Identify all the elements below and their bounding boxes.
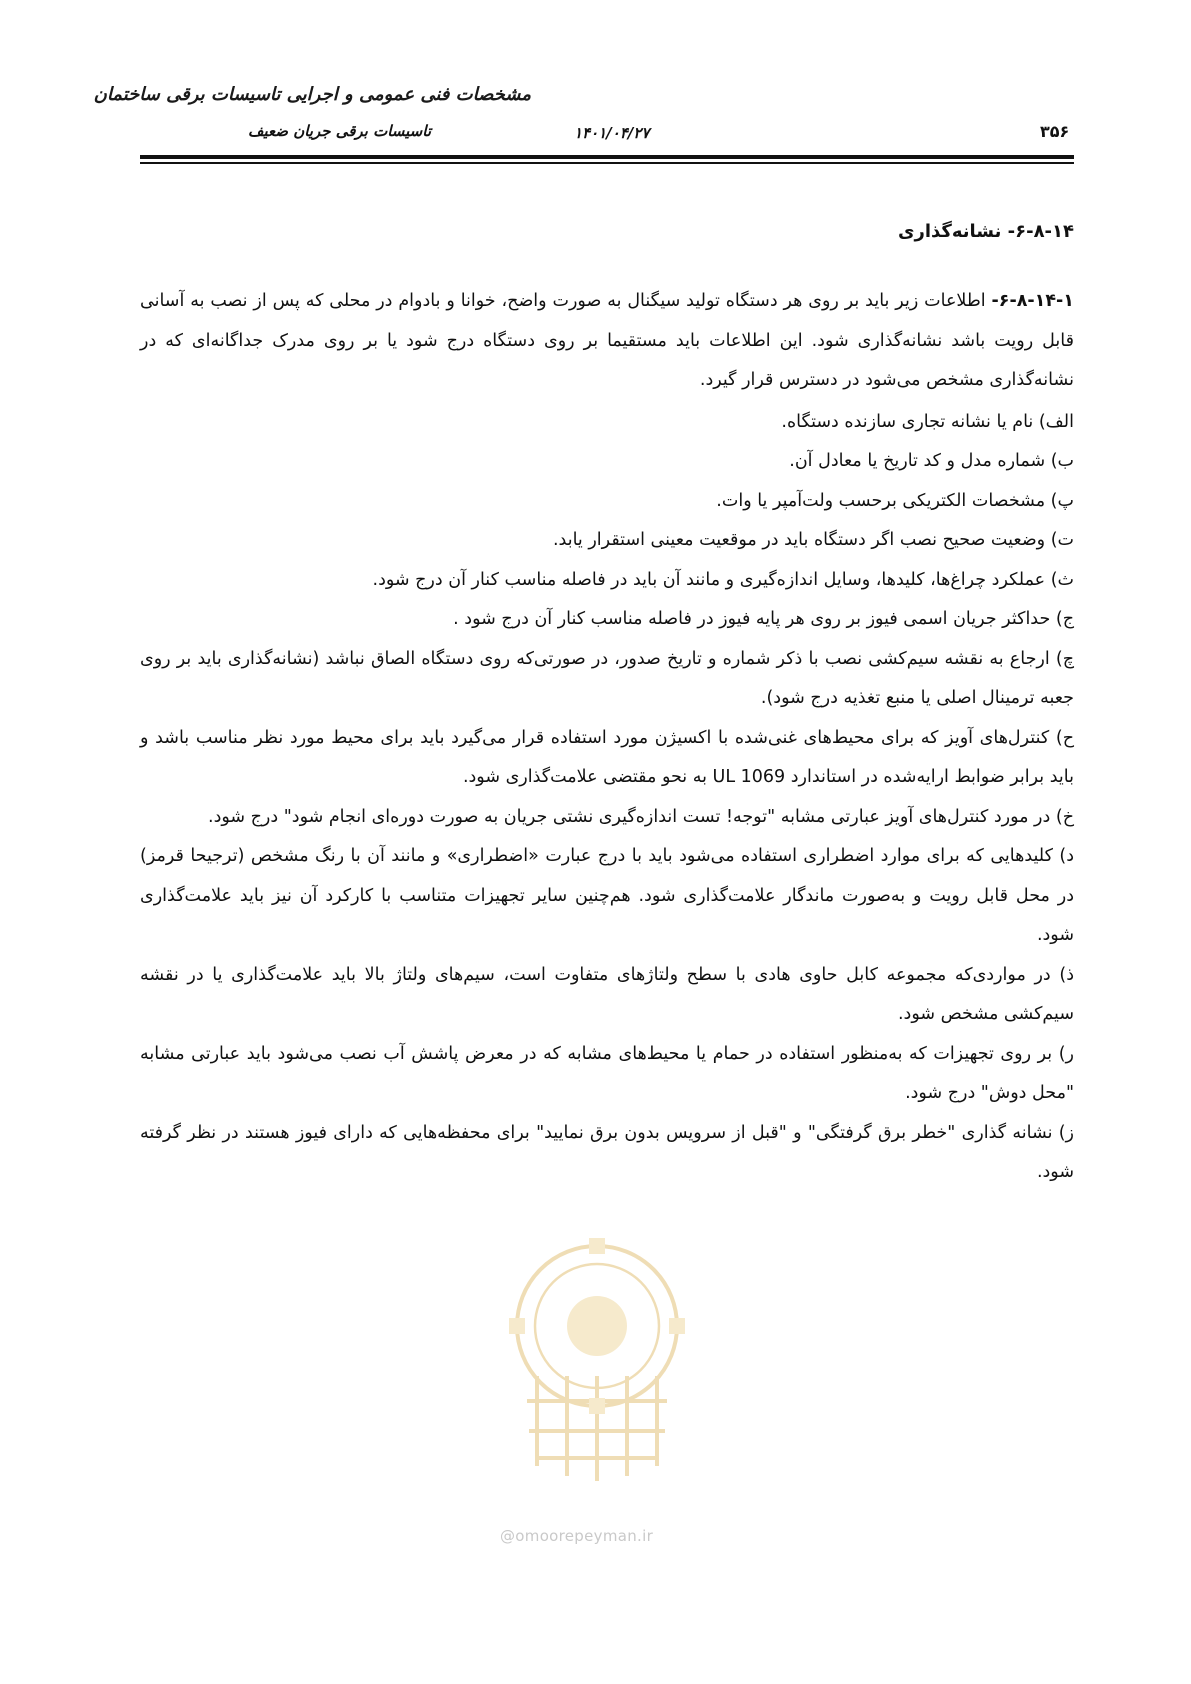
list-item: ح) کنترل‌های آویز که برای محیط‌های غنی‌شده با اکسیژن مورد استفاده قرار می‌گیرد باید برای محیط مورد نظر مناسب باشد و باید برابر ضوابط ارایه‌شده در استاندارد UL 1069 به نحو مقتضی علامت‌گذاری شود. <box>140 727 1074 787</box>
list-item: ر) بر روی تجهیزات که به‌منظور استفاده در حمام یا محیط‌های مشابه که در معرض پاشش آب نصب می‌شود باید عبارتی مشابه "محل دوش" درج شود. <box>140 1043 1074 1103</box>
watermark-site: @omoorepeyman.ir <box>500 1527 654 1545</box>
list-item: ذ) در مواردی‌که مجموعه کابل حاوی هادی با سطح ولتاژهای متفاوت است، سیم‌های ولتاژ بالا باید علامت‌گذاری یا در نقشه سیم‌کشی مشخص شود. <box>140 964 1074 1024</box>
list-item: ت) وضعیت صحیح نصب اگر دستگاه باید در موقعیت معینی استقرار یابد. <box>552 530 1074 550</box>
header-rule-thin <box>140 162 1074 164</box>
section-title: ۶-۸-۱۴- نشانه‌گذاری <box>897 221 1074 242</box>
list-item: الف) نام یا نشانه تجاری سازنده دستگاه. <box>781 411 1074 432</box>
intro-text: اطلاعات زیر باید بر روی هر دستگاه تولید سیگنال به صورت واضح، خوانا و بادوام در محلی که پس از نصب به آسانی قابل رویت باشد نشانه‌گذاری شود. این اطلاعات باید مستقیما بر روی دستگاه درج شود یا بر روی مدرک جداگانه‌ای که در نشانه‌گذاری مشخص می‌شود در دسترس قرار گیرد. <box>140 291 1074 390</box>
clause-number: ۶-۸-۱۴-۱- <box>991 291 1074 311</box>
header-title: مشخصات فنی عمومی و اجرایی تاسیسات برقی ساختمان <box>93 84 531 105</box>
list-item: ز) نشانه گذاری "خطر برق گرفتگی" و "قبل از سرویس بدون برق نمایید" برای محفظه‌هایی که دارای فیوز هستند در نظر گرفته شود. <box>140 1122 1074 1182</box>
list-item: پ) مشخصات الکتریکی برحسب ولت‌آمپر یا وات. <box>716 490 1074 511</box>
list-item: ج) حداکثر جریان اسمی فیوز بر روی هر پایه فیوز در فاصله مناسب کنار آن درج شود . <box>453 609 1074 629</box>
list-item: خ) در مورد کنترل‌های آویز عبارتی مشابه "توجه! تست اندازه‌گیری نشتی جریان به صورت دوره‌ای انجام شود" درج شود. <box>208 806 1074 827</box>
header-date: ۱۴۰۱/۰۴/۲۷ <box>574 124 650 142</box>
page-number: ۳۵۶ <box>1040 122 1070 141</box>
list-item: چ) ارجاع به نقشه سیم‌کشی نصب با ذکر شماره و تاریخ صدور، در صورتی‌که روی دستگاه الصاق نباشد (نشانه‌گذاری باید بر روی جعبه ترمینال اصلی یا منبع تغذیه درج شود). <box>140 648 1074 708</box>
header-subtitle: تاسیسات برقی جریان ضعیف <box>247 122 431 140</box>
list-item: ب) شماره مدل و کد تاریخ یا معادل آن. <box>789 451 1074 471</box>
list-item: د) کلیدهایی که برای موارد اضطراری استفاده می‌شود باید با درج عبارت «اضطراری» و مانند آن با رنگ مشخص (ترجیحا قرمز) در محل قابل رویت و به‌صورت ماندگار علامت‌گذاری شود. هم‌چنین سایر تجهیزات متناسب با کارکرد آن نیز باید علامت‌گذاری شود. <box>140 846 1074 945</box>
watermark-logo-icon <box>497 1226 697 1496</box>
intro-paragraph <box>140 282 1074 401</box>
list-item: ث) عملکرد چراغ‌ها، کلیدها، وسایل اندازه‌گیری و مانند آن باید در فاصله مناسب کنار آن درج شود. <box>372 569 1074 590</box>
items-list <box>140 403 1074 1193</box>
body-content <box>140 212 1074 1193</box>
header-rule-thick <box>140 155 1074 159</box>
